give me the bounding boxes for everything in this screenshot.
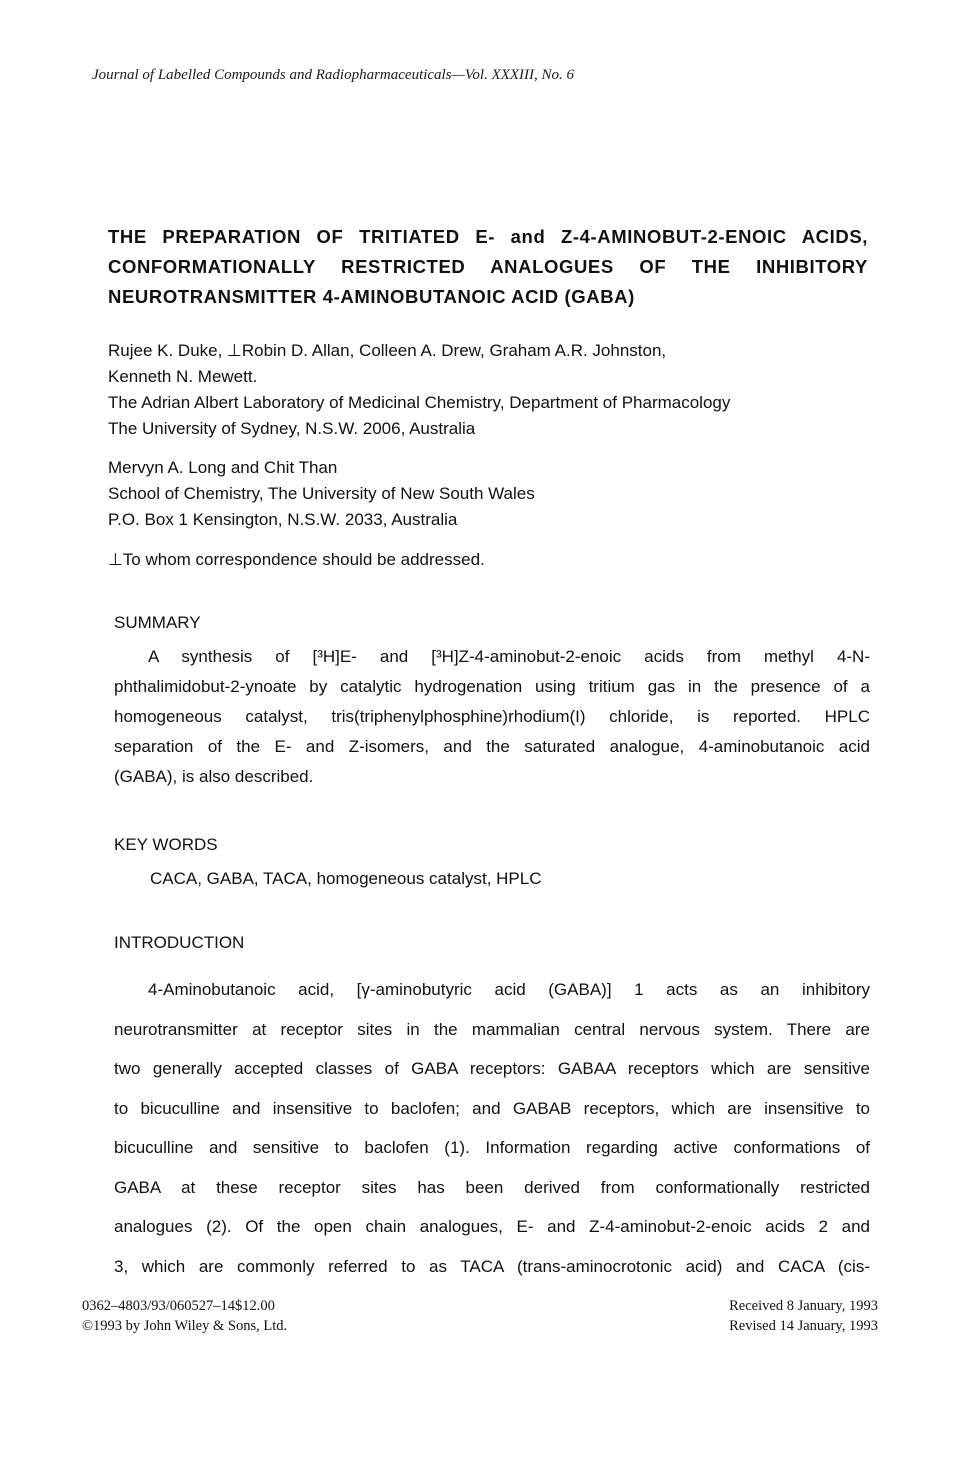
title-line: THE PREPARATION OF TRITIATED E- and Z-4-AMINOBUT-2-ENOIC ACIDS,: [108, 226, 868, 247]
summary-line: homogeneous catalyst, tris(triphenylphosphine)rhodium(I) chloride, is reported. HPLC: [114, 707, 870, 726]
footer-dates: [700, 1296, 878, 1336]
author-block-1: [108, 338, 878, 442]
title-line: CONFORMATIONALLY RESTRICTED ANALOGUES OF THE INHIBITORY: [108, 256, 868, 277]
introduction-paragraph: [114, 970, 870, 1286]
summary-heading: SUMMARY: [114, 613, 201, 632]
correspondence-note: ⊥To whom correspondence should be addressed.: [108, 550, 485, 569]
affiliation-line: The University of Sydney, N.S.W. 2006, Australia: [108, 419, 476, 438]
summary-line: phthalimidobut-2-ynoate by catalytic hydrogenation using tritium gas in the presence of a: [114, 677, 870, 696]
intro-line: neurotransmitter at receptor sites in the mammalian central nervous system. There are: [114, 1019, 870, 1039]
affiliation-line: P.O. Box 1 Kensington, N.S.W. 2033, Australia: [108, 510, 458, 529]
revised-date: Revised 14 January, 1993: [729, 1318, 878, 1334]
introduction-heading: INTRODUCTION: [114, 933, 245, 952]
affiliation-line: School of Chemistry, The University of New South Wales: [108, 484, 535, 503]
affiliation-line: The Adrian Albert Laboratory of Medicinal Chemistry, Department of Pharmacology: [108, 393, 731, 412]
keywords-heading: KEY WORDS: [114, 835, 218, 854]
author-line: Mervyn A. Long and Chit Than: [108, 458, 338, 477]
intro-line: 3, which are commonly referred to as TACA (trans-aminocrotonic acid) and CACA (cis-: [114, 1256, 870, 1276]
summary-line: (GABA), is also described.: [114, 767, 314, 786]
summary-paragraph: [114, 642, 870, 792]
summary-line: A synthesis of [³H]E- and [³H]Z-4-aminobut-2-enoic acids from methyl 4-N-: [148, 647, 870, 666]
author-block-2: [108, 455, 878, 533]
article-code: 0362–4803/93/060527–14$12.00: [82, 1298, 275, 1314]
paper-title: [108, 222, 868, 312]
title-line: NEUROTRANSMITTER 4-AMINOBUTANOIC ACID (GABA): [108, 286, 635, 307]
summary-line: separation of the E- and Z-isomers, and the saturated analogue, 4-aminobutanoic acid: [114, 737, 870, 756]
copyright-line: ©1993 by John Wiley & Sons, Ltd.: [82, 1318, 288, 1334]
running-head: Journal of Labelled Compounds and Radiopharmaceuticals—Vol. XXXIII, No. 6: [92, 67, 575, 83]
author-line: Rujee K. Duke, ⊥Robin D. Allan, Colleen A. Drew, Graham A.R. Johnston,: [108, 341, 667, 360]
intro-line: bicuculline and sensitive to baclofen (1). Information regarding active conformations of: [114, 1138, 870, 1157]
intro-line: analogues (2). Of the open chain analogues, E- and Z-4-aminobut-2-enoic acids 2 and: [114, 1217, 870, 1236]
author-line: Kenneth N. Mewett.: [108, 367, 258, 386]
intro-line: 4-Aminobutanoic acid, [γ-aminobutyric acid (GABA)] 1 acts as an inhibitory: [148, 980, 870, 999]
intro-line: two generally accepted classes of GABA receptors: GABAA receptors which are sensitive: [114, 1059, 870, 1078]
received-date: Received 8 January, 1993: [729, 1298, 878, 1314]
intro-line: GABA at these receptor sites has been derived from conformationally restricted: [114, 1177, 870, 1197]
keywords-text: CACA, GABA, TACA, homogeneous catalyst, HPLC: [150, 869, 542, 888]
intro-line: to bicuculline and insensitive to baclofen; and GABAB receptors, which are insensitive to: [114, 1098, 870, 1118]
footer-identifiers: [82, 1296, 287, 1336]
